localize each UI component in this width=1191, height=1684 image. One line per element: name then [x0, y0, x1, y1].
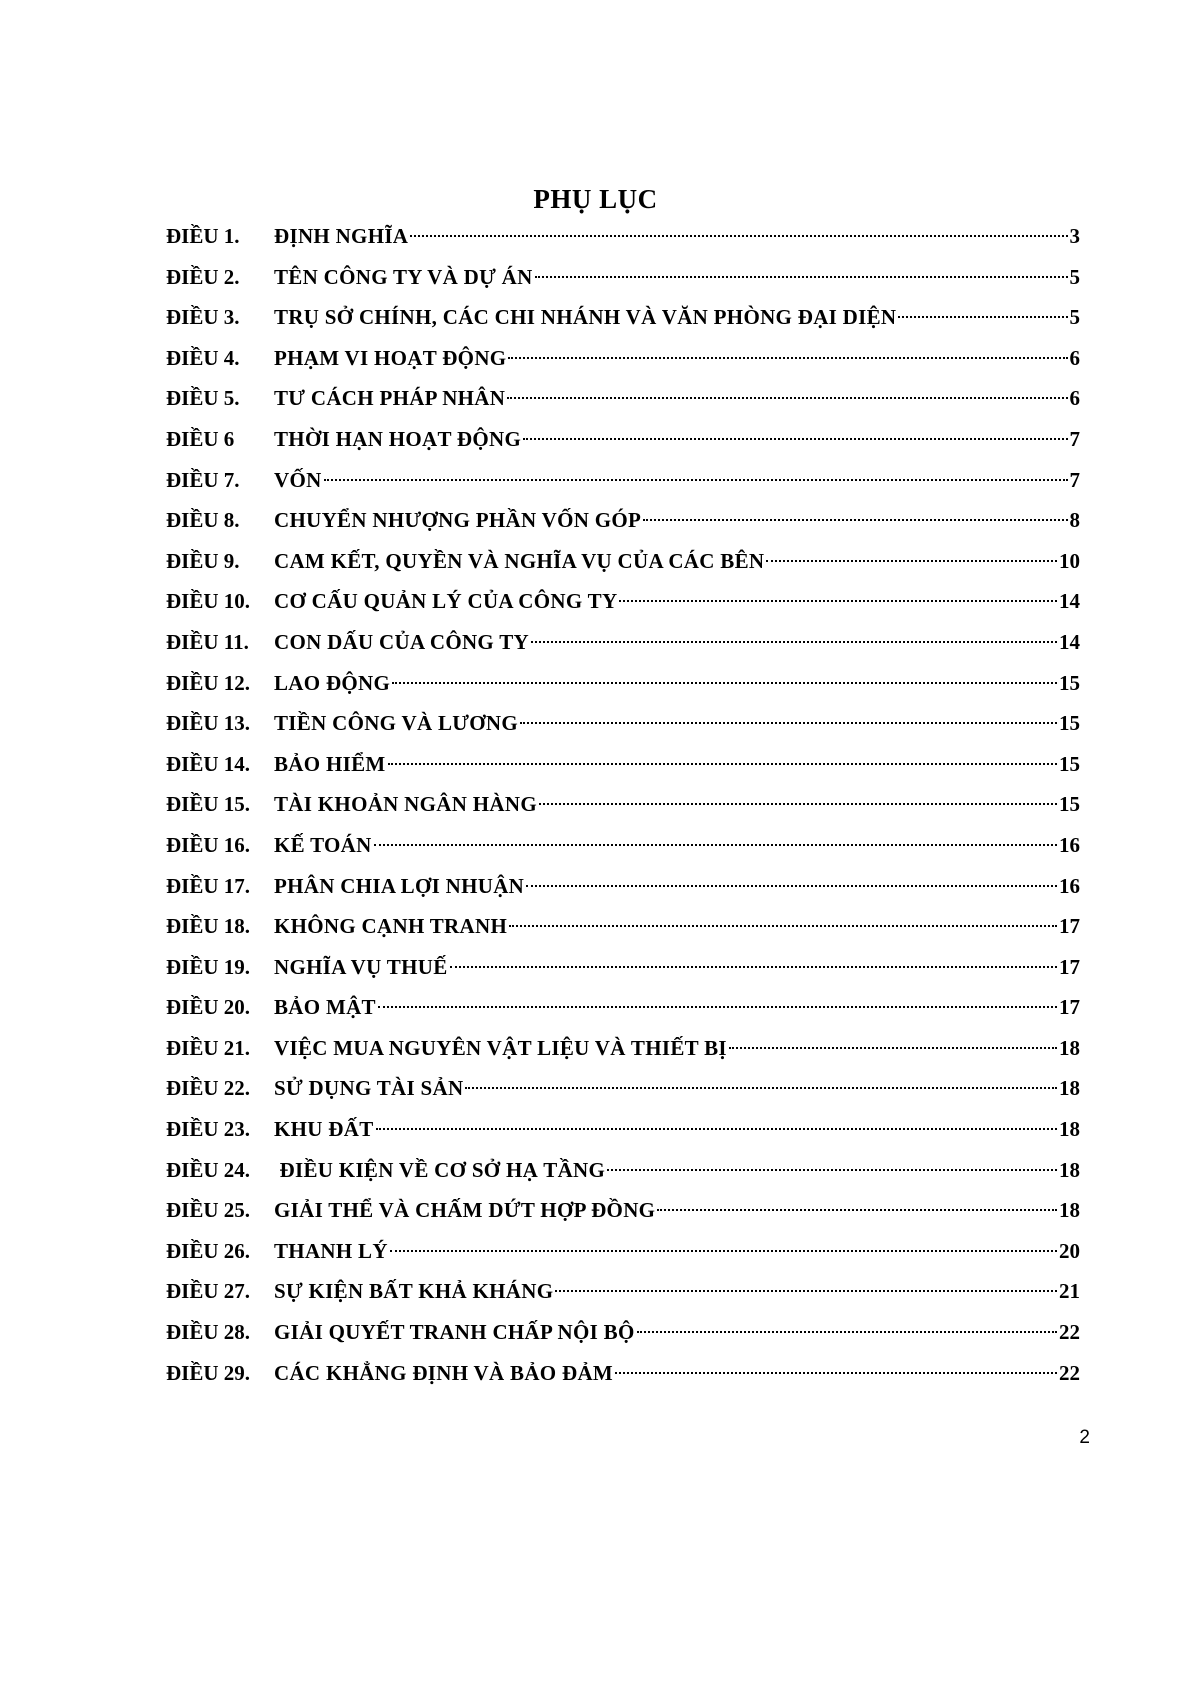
toc-entry-title: NGHĨA VỤ THUẾ	[274, 954, 448, 979]
toc-entry-title: TƯ CÁCH PHÁP NHÂN	[274, 386, 506, 411]
toc-dot-leader	[619, 600, 1057, 602]
toc-entry-title: CÁC KHẲNG ĐỊNH VÀ BẢO ĐẢM	[274, 1360, 614, 1385]
toc-entry-number: ĐIỀU 29.	[166, 1360, 251, 1385]
toc-entry-number: ĐIỀU 9.	[166, 548, 240, 573]
toc-entry-number: ĐIỀU 28.	[166, 1320, 251, 1345]
toc-entry-title: BẢO HIỂM	[274, 751, 386, 776]
toc-entry-page: 5	[1069, 305, 1080, 330]
toc-entry[interactable]	[166, 297, 1080, 338]
toc-entry[interactable]	[166, 663, 1080, 704]
toc-entry-title: PHẠM VI HOẠT ĐỘNG	[274, 345, 507, 370]
toc-entry-number: ĐIỀU 10.	[166, 589, 251, 614]
toc-entry-title: KẾ TOÁN	[274, 832, 372, 857]
toc-dot-leader	[898, 316, 1067, 318]
toc-entry-page: 21	[1059, 1279, 1080, 1304]
toc-entry-title: ĐỊNH NGHĨA	[274, 224, 409, 248]
toc-entry-number: ĐIỀU 20.	[166, 995, 251, 1020]
toc-entry-page: 16	[1059, 832, 1080, 857]
toc-entry[interactable]	[166, 1190, 1080, 1231]
toc-entry-number: ĐIỀU 1.	[166, 224, 240, 248]
toc-entry[interactable]	[166, 987, 1080, 1028]
toc-entry-number: ĐIỀU 19.	[166, 954, 251, 979]
table-of-contents	[166, 216, 1080, 1393]
toc-dot-leader	[507, 397, 1067, 399]
toc-dot-leader	[526, 885, 1057, 887]
toc-entry-number: ĐIỀU 5.	[166, 386, 240, 411]
toc-entry[interactable]	[166, 622, 1080, 663]
toc-dot-leader	[508, 357, 1067, 359]
toc-entry-number: ĐIỀU 15.	[166, 792, 251, 817]
toc-entry-page: 18	[1059, 1157, 1080, 1182]
toc-entry-page: 18	[1059, 1035, 1080, 1060]
toc-entry[interactable]	[166, 1353, 1080, 1394]
toc-entry-number: ĐIỀU 25.	[166, 1198, 251, 1223]
toc-entry[interactable]	[166, 947, 1080, 988]
toc-entry-page: 22	[1059, 1360, 1080, 1385]
toc-entry-page: 18	[1059, 1198, 1080, 1223]
toc-dot-leader	[637, 1331, 1057, 1333]
toc-entry[interactable]	[166, 1150, 1080, 1191]
toc-dot-leader	[376, 1128, 1057, 1130]
toc-dot-leader	[520, 722, 1057, 724]
toc-entry-number: ĐIỀU 4.	[166, 345, 240, 370]
toc-entry-title: THANH LÝ	[274, 1238, 388, 1263]
toc-dot-leader	[539, 803, 1057, 805]
toc-dot-leader	[643, 519, 1067, 521]
toc-dot-leader	[607, 1169, 1057, 1171]
toc-entry-title: CƠ CẤU QUẢN LÝ CỦA CÔNG TY	[274, 589, 618, 614]
toc-entry[interactable]	[166, 500, 1080, 541]
toc-dot-leader	[509, 925, 1057, 927]
toc-dot-leader	[324, 479, 1068, 481]
toc-dot-leader	[390, 1250, 1057, 1252]
toc-entry-title: GIẢI QUYẾT TRANH CHẤP NỘI BỘ	[274, 1320, 635, 1345]
toc-dot-leader	[615, 1372, 1057, 1374]
page-title: PHỤ LỤC	[533, 184, 658, 214]
toc-entry-title: ĐIỀU KIỆN VỀ CƠ SỞ HẠ TẦNG	[274, 1157, 606, 1182]
toc-entry-title: TRỤ SỞ CHÍNH, CÁC CHI NHÁNH VÀ VĂN PHÒNG ĐẠI DIỆN	[274, 305, 897, 330]
toc-dot-leader	[535, 276, 1068, 278]
toc-entry-title: SỰ KIỆN BẤT KHẢ KHÁNG	[274, 1279, 554, 1304]
toc-entry-page: 15	[1059, 711, 1080, 736]
toc-entry-page: 16	[1059, 873, 1080, 898]
toc-entry[interactable]	[166, 1109, 1080, 1150]
toc-entry-page: 17	[1059, 995, 1080, 1020]
toc-entry-page: 8	[1069, 508, 1080, 533]
toc-entry-number: ĐIỀU 3.	[166, 305, 240, 330]
toc-entry-title: TÀI KHOẢN NGÂN HÀNG	[274, 792, 537, 817]
toc-entry[interactable]	[166, 541, 1080, 582]
toc-entry-page: 18	[1059, 1117, 1080, 1142]
toc-dot-leader	[523, 438, 1067, 440]
toc-entry-page: 18	[1059, 1076, 1080, 1101]
toc-entry[interactable]	[166, 866, 1080, 907]
toc-entry[interactable]	[166, 378, 1080, 419]
toc-entry-page: 15	[1059, 751, 1080, 776]
toc-entry-title: KHU ĐẤT	[274, 1117, 374, 1142]
toc-entry-title: TIỀN CÔNG VÀ LƯƠNG	[274, 711, 519, 736]
toc-entry-number: ĐIỀU 22.	[166, 1076, 251, 1101]
toc-entry[interactable]	[166, 581, 1080, 622]
toc-entry-page: 6	[1069, 386, 1080, 411]
page-number: 2	[1079, 1427, 1090, 1448]
toc-entry-title: CON DẤU CỦA CÔNG TY	[274, 629, 529, 654]
toc-dot-leader	[378, 1006, 1057, 1008]
toc-dot-leader	[729, 1047, 1057, 1049]
toc-dot-leader	[388, 763, 1058, 765]
toc-entry-number: ĐIỀU 6	[166, 426, 235, 451]
toc-entry-page: 7	[1069, 426, 1080, 451]
toc-entry-title: THỜI HẠN HOẠT ĐỘNG	[274, 426, 522, 451]
toc-dot-leader	[450, 966, 1058, 968]
toc-entry-page: 3	[1069, 224, 1080, 248]
toc-entry-page: 17	[1059, 914, 1080, 939]
toc-entry-page: 14	[1059, 589, 1080, 614]
toc-dot-leader	[392, 682, 1057, 684]
toc-dot-leader	[555, 1290, 1057, 1292]
toc-entry-page: 15	[1059, 670, 1080, 695]
toc-entry-page: 20	[1059, 1238, 1080, 1263]
toc-entry[interactable]	[166, 460, 1080, 501]
toc-entry-title: LAO ĐỘNG	[274, 670, 391, 695]
toc-entry[interactable]	[166, 744, 1080, 785]
toc-entry-page: 6	[1069, 345, 1080, 370]
toc-entry[interactable]	[166, 1028, 1080, 1069]
toc-entry-title: CHUYỂN NHƯỢNG PHẦN VỐN GÓP	[274, 508, 642, 533]
toc-entry-number: ĐIỀU 18.	[166, 914, 251, 939]
toc-entry[interactable]	[166, 338, 1080, 379]
toc-entry-page: 17	[1059, 954, 1080, 979]
toc-dot-leader	[465, 1087, 1057, 1089]
toc-entry-number: ĐIỀU 26.	[166, 1238, 251, 1263]
toc-entry[interactable]	[166, 257, 1080, 298]
toc-entry[interactable]	[166, 825, 1080, 866]
toc-entry-number: ĐIỀU 21.	[166, 1035, 251, 1060]
toc-entry[interactable]	[166, 1231, 1080, 1272]
toc-dot-leader	[410, 235, 1067, 237]
toc-entry-number: ĐIỀU 17.	[166, 873, 251, 898]
toc-entry[interactable]	[166, 419, 1080, 460]
toc-entry-number: ĐIỀU 23.	[166, 1117, 251, 1142]
toc-entry-number: ĐIỀU 11.	[166, 629, 249, 654]
toc-entry-number: ĐIỀU 12.	[166, 670, 251, 695]
toc-entry-number: ĐIỀU 16.	[166, 832, 251, 857]
toc-entry[interactable]	[166, 703, 1080, 744]
toc-entry-page: 15	[1059, 792, 1080, 817]
toc-entry-number: ĐIỀU 13.	[166, 711, 251, 736]
toc-entry-title: VỐN	[274, 467, 322, 492]
toc-entry-number: ĐIỀU 27.	[166, 1279, 251, 1304]
toc-entry-page: 14	[1059, 629, 1080, 654]
toc-entry[interactable]	[166, 1068, 1080, 1109]
toc-entry-title: GIẢI THỂ VÀ CHẤM DỨT HỢP ĐỒNG	[274, 1198, 656, 1223]
toc-entry-page: 10	[1059, 548, 1080, 573]
toc-dot-leader	[531, 641, 1057, 643]
toc-dot-leader	[657, 1209, 1057, 1211]
toc-entry-number: ĐIỀU 24.	[166, 1157, 251, 1182]
toc-entry[interactable]	[166, 1312, 1080, 1353]
toc-entry-title: SỬ DỤNG TÀI SẢN	[274, 1076, 464, 1101]
toc-entry[interactable]	[166, 906, 1080, 947]
toc-entry-page: 5	[1069, 264, 1080, 289]
toc-entry[interactable]	[166, 1271, 1080, 1312]
toc-entry[interactable]	[166, 216, 1080, 257]
toc-entry-number: ĐIỀU 14.	[166, 751, 251, 776]
toc-entry-title: KHÔNG CẠNH TRANH	[274, 914, 508, 939]
toc-entry-title: TÊN CÔNG TY VÀ DỰ ÁN	[274, 264, 533, 289]
toc-entry-page: 7	[1069, 467, 1080, 492]
toc-dot-leader	[374, 844, 1057, 846]
toc-entry-number: ĐIỀU 2.	[166, 264, 240, 289]
toc-entry-number: ĐIỀU 7.	[166, 467, 240, 492]
toc-entry-number: ĐIỀU 8.	[166, 508, 240, 533]
toc-entry[interactable]	[166, 784, 1080, 825]
toc-entry-title: CAM KẾT, QUYỀN VÀ NGHĨA VỤ CỦA CÁC BÊN	[274, 548, 765, 573]
toc-dot-leader	[766, 560, 1057, 562]
toc-entry-title: VIỆC MUA NGUYÊN VẬT LIỆU VÀ THIẾT BỊ	[274, 1035, 727, 1060]
toc-entry-title: BẢO MẬT	[274, 995, 376, 1020]
toc-entry-page: 22	[1059, 1320, 1080, 1345]
toc-entry-title: PHÂN CHIA LỢI NHUẬN	[274, 873, 525, 898]
